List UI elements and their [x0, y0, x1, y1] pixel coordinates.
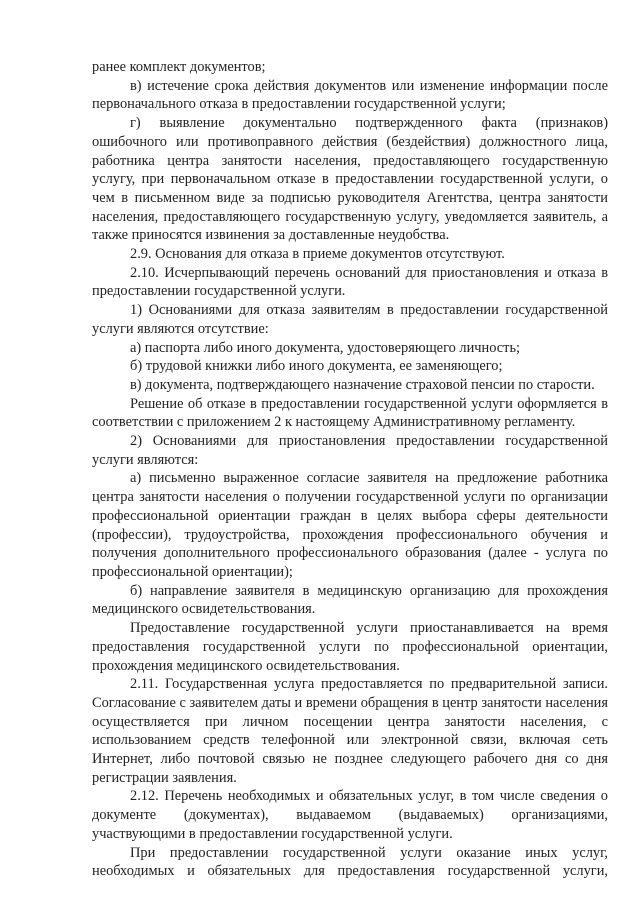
- document-page: [92, 58, 608, 881]
- paragraph-suspension-b: б) направление заявителя в медицинскую организацию для прохождения медицинского освидетельствования.: [92, 582, 608, 618]
- paragraph-continuation: ранее комплект документов;: [92, 59, 266, 75]
- paragraph-refusal-v: в) документа, подтверждающего назначение страховой пенсии по старости.: [130, 376, 595, 393]
- paragraph-2-12: 2.12. Перечень необходимых и обязательных услуг, в том числе сведения о документе (документах), выдаваемом (выдаваемых) организациями, участвующими в предоставлении государственной услуги.: [92, 788, 608, 842]
- paragraph-suspension-period: Предоставление государственной услуги приостанавливается на время предоставления государственной услуги по профессиональной ориентации, прохождения медицинского освидетельствования.: [92, 620, 608, 674]
- paragraph-refusal-b: б) трудовой книжки либо иного документа, ее заменяющего;: [130, 358, 503, 375]
- paragraph-suspension-grounds: 2) Основаниями для приостановления предоставлении государственной услуги являются:: [92, 433, 608, 468]
- paragraph-refusal-grounds: 1) Основаниями для отказа заявителям в предоставлении государственной услуги являются отсутствие:: [92, 302, 608, 337]
- paragraph-item-g: г) выявление документально подтвержденного факта (признаков) ошибочного или противоправного действия (бездействия) должностного лица, работника центра занятости населения, предоставляющего государственную услугу, при первоначальном отказе в предоставлении государственной услуги, о чем в письменном виде за подписью руководителя Агентства, центра занятости населения, предоставляющего государственную услугу, уведомляется заявитель, а также приносятся извинения за доставленные неудобства.: [92, 115, 608, 244]
- paragraph-other-services: При предоставлении государственной услуги оказание иных услуг, необходимых и обязательных для предоставления государственной услуги,: [92, 844, 608, 880]
- paragraph-refusal-a: а) паспорта либо иного документа, удостоверяющего личность;: [130, 339, 521, 356]
- paragraph-suspension-a: а) письменно выраженное согласие заявителя на предложение работника центра занятости населения о получении государственной услуги по организации профессиональной ориентации граждан в целях выбора сферы деятельности (профессии), трудоустройства, прохождения профессионального обучения и получения дополнительного профессионального образования (далее - услуга по профессиональной ориентации);: [92, 470, 608, 580]
- paragraph-item-v: в) истечение срока действия документов или изменение информации после первоначального отказа в предоставлении государственной услуги;: [92, 77, 608, 113]
- paragraph-2-11: 2.11. Государственная услуга предоставляется по предварительной записи. Согласование с заявителем даты и времени обращения в центр занятости населения осуществляется при личном посещении центра занятости населения, с использованием средств телефонной или электронной связи, включая сеть Интернет, либо почтовой связью не позднее следующего рабочего дня со дня регистрации заявления.: [92, 676, 608, 786]
- paragraph-2-9: 2.9. Основания для отказа в приеме документов отсутствуют.: [130, 246, 505, 263]
- paragraph-2-10: 2.10. Исчерпывающий перечень оснований для приостановления и отказа в предоставлении государственной услуги.: [92, 264, 608, 300]
- paragraph-refusal-decision: Решение об отказе в предоставлении государственной услуги оформляется в соответствии с приложением 2 к настоящему Административному регламенту.: [92, 395, 608, 431]
